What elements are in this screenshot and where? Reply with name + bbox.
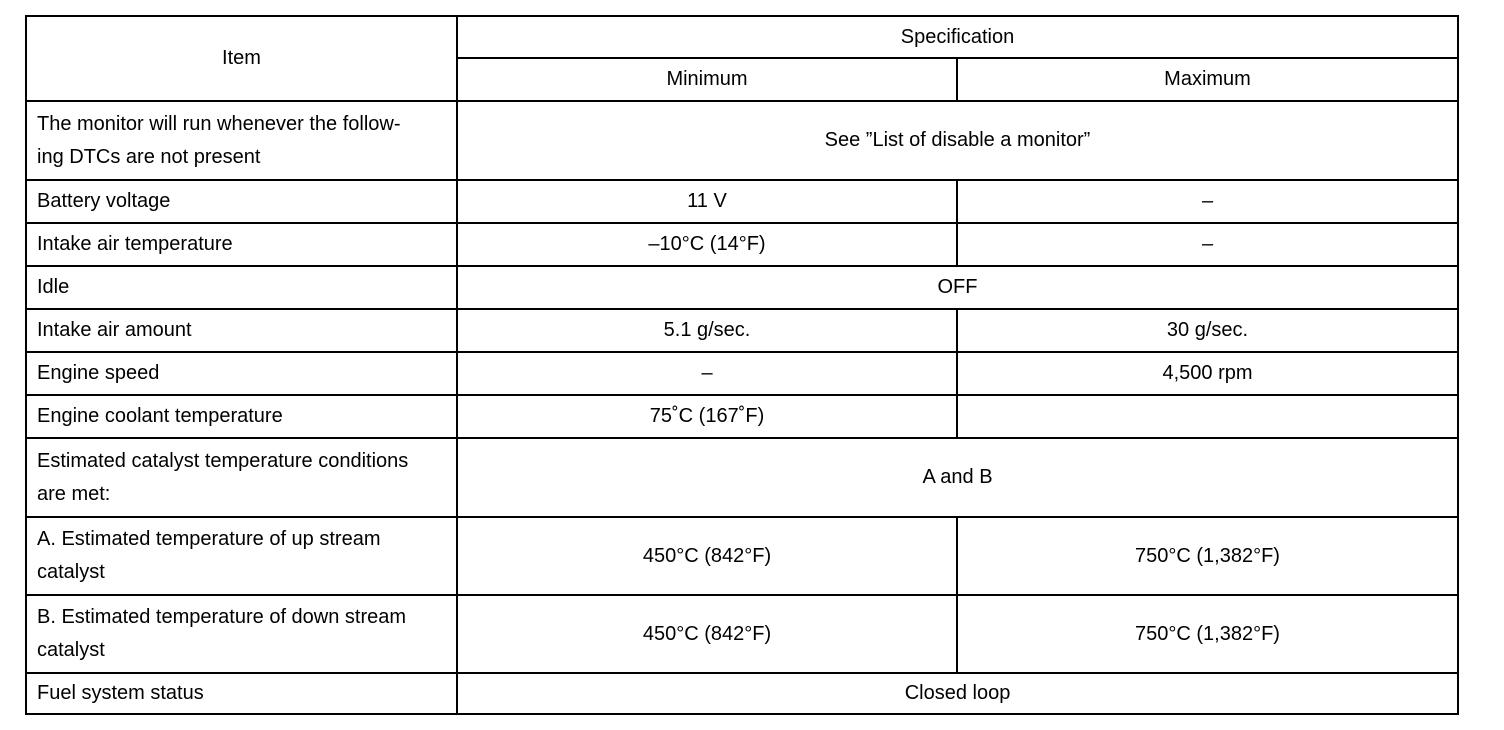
row-span-value: OFF — [457, 266, 1458, 309]
row-item-line2: are met: — [37, 482, 111, 505]
table-row — [26, 223, 1458, 266]
row-item: Battery voltage — [26, 180, 457, 223]
row-max: – — [957, 223, 1458, 266]
row-item-line1: Estimated catalyst temperature conditions — [37, 449, 409, 472]
table-row — [26, 180, 1458, 223]
row-max: – — [957, 180, 1458, 223]
header-minimum: Minimum — [457, 58, 957, 101]
row-max: 4,500 rpm — [957, 352, 1458, 395]
row-item: Intake air amount — [26, 309, 457, 352]
row-item — [26, 438, 457, 517]
row-min: –10°C (14°F) — [457, 223, 957, 266]
table-row — [26, 673, 1458, 714]
table-row — [26, 266, 1458, 309]
table-row — [26, 352, 1458, 395]
row-max: 750°C (1,382°F) — [957, 517, 1458, 595]
row-min: – — [457, 352, 957, 395]
row-item-line1: The monitor will run whenever the follow- — [37, 112, 401, 135]
row-span-value: See ”List of disable a monitor” — [457, 101, 1458, 180]
row-item — [26, 101, 457, 180]
table-row — [26, 595, 1458, 673]
row-max: 30 g/sec. — [957, 309, 1458, 352]
header-specification: Specification — [457, 16, 1458, 58]
row-item-line2: catalyst — [37, 561, 105, 583]
row-item: Fuel system status — [26, 673, 457, 714]
header-item: Item — [26, 16, 457, 101]
row-min: 5.1 g/sec. — [457, 309, 957, 352]
row-min: 11 V — [457, 180, 957, 223]
row-item-line2: catalyst — [37, 639, 105, 661]
row-item — [26, 595, 457, 673]
row-item — [26, 517, 457, 595]
row-item: Engine speed — [26, 352, 457, 395]
table-row — [26, 101, 1458, 180]
specification-table — [25, 15, 1459, 715]
table-row — [26, 438, 1458, 517]
row-item: Idle — [26, 266, 457, 309]
row-item-line1: A. Estimated temperature of up stream — [37, 528, 381, 550]
row-item: Intake air temperature — [26, 223, 457, 266]
row-item-line2: ing DTCs are not present — [37, 145, 261, 168]
row-span-value: Closed loop — [457, 673, 1458, 714]
row-item-line1: B. Estimated temperature of down stream — [37, 606, 407, 628]
row-min: 75˚C (167˚F) — [457, 395, 957, 438]
table-row — [26, 395, 1458, 438]
row-max — [957, 395, 1458, 438]
row-max: 750°C (1,382°F) — [957, 595, 1458, 673]
row-min: 450°C (842°F) — [457, 517, 957, 595]
header-maximum: Maximum — [957, 58, 1458, 101]
row-span-value: A and B — [457, 438, 1458, 517]
row-min: 450°C (842°F) — [457, 595, 957, 673]
table-row — [26, 517, 1458, 595]
table-row — [26, 309, 1458, 352]
row-item: Engine coolant temperature — [26, 395, 457, 438]
